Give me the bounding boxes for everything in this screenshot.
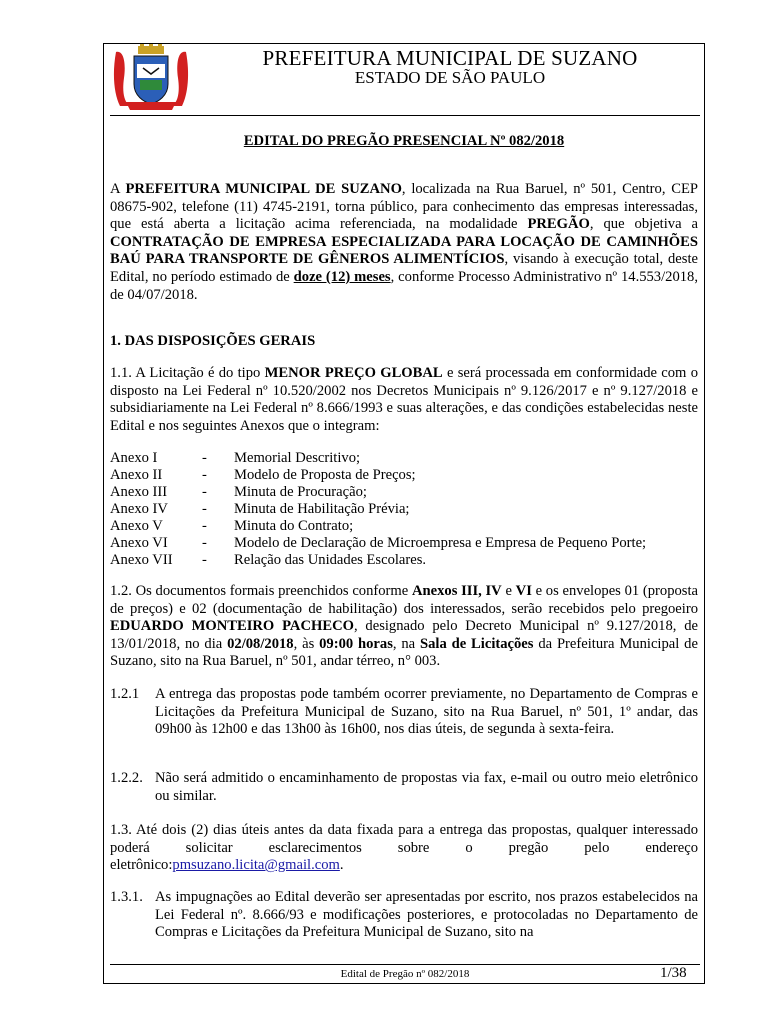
paragraph-1-3-1: As impugnações ao Edital deverão ser apresentadas por escrito, nos prazos estabelecidos na Lei Federal nº. 8.666/93 e modificações posteriores, e protocoladas no Departamento de Compras e Licitações da Prefeitura Municipal de Suzano, sito na	[155, 889, 698, 941]
header-divider	[110, 115, 700, 116]
clause-number: 1.2.1	[110, 686, 140, 702]
header-subtitle: ESTADO DE SÃO PAULO	[354, 68, 546, 87]
clause-number: 1.2.2.	[110, 770, 143, 786]
municipal-coat-of-arms-icon	[110, 44, 192, 112]
header-title: PREFEITURA MUNICIPAL DE SUZANO	[262, 46, 638, 70]
intro-paragraph: A PREFEITURA MUNICIPAL DE SUZANO, localizada na Rua Baruel, nº 501, Centro, CEP 08675-902, telefone (11) 4745-2191, torna público, para conhecimento das empresas interessadas, que está aberta a licitação acima referenciada, na modalidade PREGÃO, que objetiva a CONTRATAÇÃO DE EMPRESA ESPECIALIZADA PARA LOCAÇÃO DE CAMINHÕES BAÚ PARA TRANSPORTE DE GÊNEROS ALIMENTÍCIOS, visando à execução total, deste Edital, no período estimado de doze (12) meses, conforme Processo Administrativo nº 14.553/2018, de 04/07/2018.	[110, 181, 698, 303]
page-number: 1/38	[660, 965, 687, 981]
document-title: EDITAL DO PREGÃO PRESENCIAL Nº 082/2018	[243, 133, 565, 149]
section-heading: 1. DAS DISPOSIÇÕES GERAIS	[110, 333, 316, 349]
email-link[interactable]: pmsuzano.licita@gmail.com	[172, 857, 340, 874]
paragraph-1-2-1: A entrega das propostas pode também ocorrer previamente, no Departamento de Compras e Licitações da Prefeitura Municipal de Suzano, sito na Rua Baruel, nº 501, 1º andar, das 09h00 às 12h00 e das 13h00 às 16h00, nos dias úteis, de segunda à sexta-feira.	[155, 686, 698, 738]
footer-divider	[110, 964, 700, 965]
clause-number: 1.3.1.	[110, 889, 143, 905]
paragraph-1-2: 1.2. Os documentos formais preenchidos conforme Anexos III, IV e VI e os envelopes 01 (proposta de preços) e 02 (documentação de habilitação) dos interessados, serão recebidos pelo pregoeiro EDUARDO MONTEIRO PACHECO, designado pelo Decreto Municipal nº 9.127/2018, de 13/01/2018, no dia 02/08/2018, às 09:00 horas, na Sala de Licitações da Prefeitura Municipal de Suzano, sito na Rua Baruel, nº 501, andar térreo, n° 003.	[110, 583, 699, 670]
paragraph-1-3: 1.3. Até dois (2) dias úteis antes da data fixada para a entrega das propostas, qualquer interessado poderá solicitar esclarecimentos sobre o pregão pelo endereço eletrônico:pmsuzano.licita@gmail.com.	[110, 822, 698, 874]
footer-text: Edital de Pregão nº 082/2018	[340, 968, 470, 980]
paragraph-1-1: 1.1. A Licitação é do tipo MENOR PREÇO GLOBAL e será processada em conformidade com o disposto na Lei Federal nº 10.520/2002 nos Decretos Municipais nº 9.126/2017 e nº 9.127/2018 e subsidiariamente na Lei Federal nº 8.666/1993 e suas alterações, e das condições estabelecidas neste Edital e nos seguintes Anexos que o integram:	[110, 365, 698, 434]
paragraph-1-2-2: Não será admitido o encaminhamento de propostas via fax, e-mail ou outro meio eletrônico ou similar.	[155, 770, 698, 804]
